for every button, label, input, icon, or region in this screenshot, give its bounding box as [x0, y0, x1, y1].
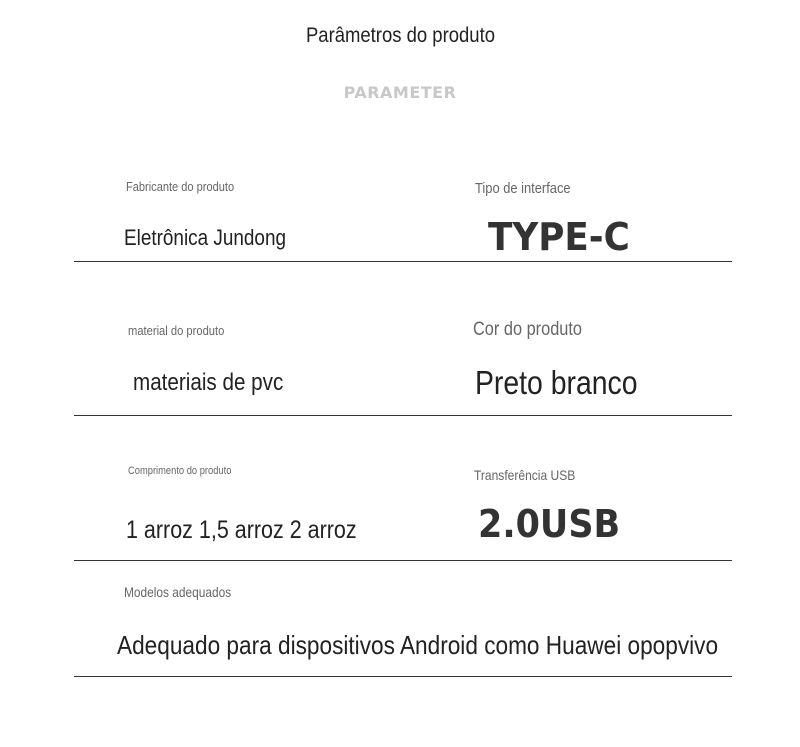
manufacturer-value: Eletrônica Jundong [124, 225, 286, 250]
page-subtitle: PARAMETER [343, 83, 457, 102]
length-label: Comprimento do produto [128, 465, 232, 477]
models-label: Modelos adequados [124, 584, 232, 600]
material-label: material do produto [128, 323, 225, 338]
row-divider-4 [74, 676, 732, 677]
transfer-label: Transferência USB [474, 467, 576, 483]
row-divider-1 [74, 261, 732, 262]
manufacturer-label: Fabricante do produto [126, 179, 235, 194]
page-title: Parâmetros do produto [305, 24, 495, 47]
row-divider-3 [74, 560, 732, 561]
interface-value: TYPE-C [488, 215, 630, 259]
length-value: 1 arroz 1,5 arroz 2 arroz [126, 516, 357, 544]
color-value: Preto branco [475, 364, 638, 401]
material-value: materiais de pvc [133, 369, 284, 396]
row-divider-2 [74, 415, 732, 416]
interface-label: Tipo de interface [475, 180, 571, 197]
transfer-value: 2.0USB [478, 502, 621, 546]
color-label: Cor do produto [473, 319, 583, 340]
models-value: Adequado para dispositivos Android como Huawei opopvivo [117, 630, 719, 660]
